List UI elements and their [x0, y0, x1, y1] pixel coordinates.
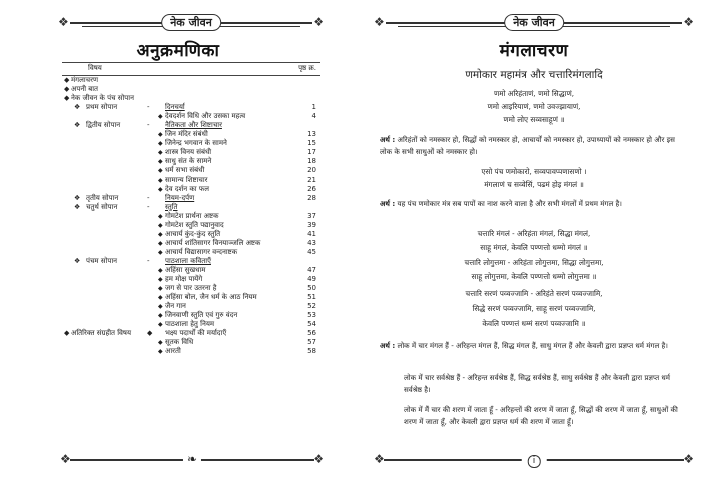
toc-section: अतिरिक्त संग्रहीत विषय: [71, 329, 132, 338]
mantra-title: णमोकार महामंत्र और चत्तारिमंगलादि: [465, 69, 603, 81]
chattari-line: सिद्धे सरणं पव्वज्जामि, साहू सरणं पव्वज्जामि,: [472, 304, 596, 313]
arth-text: अरिहंतों को नमस्कार हो, सिद्धों को नमस्कार हो, आचार्यों को नमस्कार हो, उपाध्यायों को नमस्कार हो और इस लोक के सभी साधुओं को नमस्कार हो।: [380, 135, 675, 156]
toc-page-number: 58: [307, 347, 316, 356]
toc-page-number: 20: [307, 166, 316, 175]
item-bullet-icon: ◆: [158, 230, 163, 238]
toc-page-number: 28: [307, 193, 316, 202]
toc-page-number: 52: [307, 302, 316, 311]
item-bullet-icon: ◆: [158, 294, 163, 302]
toc-item: सामान्य शिष्टाचार: [165, 175, 208, 184]
toc-item: जिनेन्द्र भगवान के सामने: [165, 139, 227, 148]
toc-row: [62, 112, 320, 121]
toc-separator: -: [147, 256, 150, 265]
toc-page-number: 1: [311, 103, 316, 112]
item-bullet-icon: ◆: [158, 303, 163, 311]
toc-item: भक्ष्य पदार्थों की मर्यादाएँ: [165, 329, 227, 338]
toc-page-number: 37: [307, 211, 316, 220]
item-bullet-icon: ◆: [158, 140, 163, 148]
item-bullet-icon: ◆: [158, 131, 163, 139]
toc-row: [62, 185, 320, 194]
arth-label: अर्थ :: [380, 341, 396, 350]
toc-row: [62, 230, 320, 239]
ornament-left-icon: ❖: [374, 15, 385, 29]
toc-item: नैतिकता और शिष्टाचार: [165, 121, 222, 130]
toc-page-number: 21: [307, 175, 316, 184]
arth-text: लोक में चार मंगल हैं - अरिहन्त मंगल हैं, सिद्ध मंगल हैं, साधु मंगल हैं और केवली द्वारा प्रज्ञप्त धर्म मंगल है।: [397, 341, 668, 350]
toc-separator: -: [147, 202, 150, 211]
toc-item: अहिंसा बोल, जैन धर्म के आठ नियम: [165, 293, 257, 302]
toc-item: आचार्य विद्यासागर वन्दनाष्टक: [165, 247, 238, 256]
toc-row: [62, 320, 320, 329]
chattari-line: चत्तारि लोगुत्तमा - अरिहंता लोगुत्तमा, सिद्धा लोगुत्तमा,: [464, 258, 604, 267]
page-number: i: [528, 455, 541, 468]
col-subject: विषय: [88, 64, 102, 72]
toc-step: द्वितीय सोपान: [86, 121, 121, 130]
item-bullet-icon: ◆: [158, 158, 163, 166]
toc-row: [62, 176, 320, 185]
toc-page-number: 47: [307, 265, 316, 274]
col-page: पृष्ठ क्र.: [298, 64, 316, 72]
toc-item: साधु संत के सामने: [165, 157, 212, 166]
toc-row: [62, 239, 320, 248]
toc-section: नेक जीवन के पंच सोपान: [71, 94, 134, 103]
header-ornament: [60, 14, 322, 30]
sub-bullet-icon: ❖: [74, 256, 81, 265]
ornament-right-icon: ❖: [683, 15, 694, 29]
toc-item: शास्त्र विनय संबंधी: [165, 148, 212, 157]
toc-row: [62, 203, 320, 212]
toc-page-number: 26: [307, 184, 316, 193]
mantra-line: णमो आइरियाणं, णमो उवज्झायाणं,: [487, 102, 581, 111]
chattari-line: चत्तारि सरणं पव्वज्जामि - अरिहंते सरणं पव्वज्जामि,: [465, 289, 603, 298]
page-number-wrap: [522, 452, 547, 468]
toc-item: जग से पार उतरना है: [165, 284, 217, 293]
ornament-left-icon: ❖: [60, 452, 71, 466]
toc-separator: -: [147, 103, 150, 112]
header-ornament: [376, 14, 692, 30]
header-badge: नेक जीवन: [504, 14, 564, 31]
item-bullet-icon: ◆: [158, 212, 163, 220]
toc-item: नियम-दर्पण: [165, 193, 195, 202]
toc-row: [62, 347, 320, 356]
toc-row: [62, 275, 320, 284]
toc-row: [62, 257, 320, 266]
item-bullet-icon: ◆: [158, 339, 163, 347]
item-bullet-icon: ◆: [158, 221, 163, 229]
toc-item: दिनचर्या: [165, 103, 185, 112]
toc-row: [62, 338, 320, 347]
toc-item: जिन मंदिर संबंधी: [165, 130, 208, 139]
toc-item: अहिंसा सुखधाम: [165, 265, 206, 274]
toc-row: [62, 266, 320, 275]
toc-row: [62, 293, 320, 302]
toc-separator: -: [147, 121, 150, 130]
bullet-icon: ◆: [64, 94, 70, 103]
toc-item: देवदर्शन विधि और उसका महत्व: [165, 112, 246, 121]
toc-step: चतुर्थ सोपान: [86, 202, 118, 211]
toc-item: आरती: [165, 347, 181, 356]
toc-page-number: 57: [307, 338, 316, 347]
toc-row: [62, 194, 320, 203]
toc-page-number: 54: [307, 320, 316, 329]
ornament-center-icon: ❧: [183, 452, 201, 466]
toc-separator: ◆: [147, 329, 153, 338]
toc-header: [62, 62, 320, 76]
item-bullet-icon: ◆: [158, 285, 163, 293]
toc-separator: -: [147, 193, 150, 202]
toc-item: देव दर्शन का फल: [165, 184, 209, 193]
ornament-right-icon: ❖: [313, 15, 324, 29]
toc-row: [62, 166, 320, 175]
toc-row: [62, 212, 320, 221]
toc-section: मंगलाचरण: [71, 76, 99, 84]
chattari-line: चत्तारि मंगलं - अरिहंता मंगलं, सिद्धा मंगलं,: [477, 229, 591, 238]
toc-step: पंचम सोपान: [86, 256, 118, 265]
toc-item: जैन गान: [165, 302, 186, 311]
toc-page-number: 45: [307, 247, 316, 256]
toc-row: [62, 311, 320, 320]
item-bullet-icon: ◆: [158, 185, 163, 193]
toc-row: [62, 103, 320, 112]
sub-bullet-icon: ❖: [74, 121, 81, 130]
toc-page-number: 41: [307, 229, 316, 238]
toc-row: [62, 248, 320, 257]
sub-bullet-icon: ❖: [74, 103, 81, 112]
toc-row: [62, 121, 320, 130]
toc-row: [62, 284, 320, 293]
toc-row: [62, 76, 320, 85]
page-title: मंगलाचरण: [499, 41, 569, 61]
toc-step: तृतीय सोपान: [86, 193, 119, 202]
arth-paragraph: [380, 198, 688, 210]
eso-line: एसो पंच णमोकारो, सव्वपावप्पणासणो ।: [481, 167, 587, 176]
header-badge: नेक जीवन: [161, 14, 221, 31]
bullet-icon: ◆: [64, 76, 70, 84]
item-bullet-icon: ◆: [158, 113, 163, 121]
ornament-right-icon: ❖: [683, 452, 694, 466]
sub-bullet-icon: ❖: [74, 193, 81, 202]
ornament-left-icon: ❖: [374, 452, 385, 466]
toc-item: गोमटेश स्तुति पद्यानुवाद: [165, 220, 224, 229]
chattari-line: साहू मंगलं, केवलि पण्णत्तो धम्मो मंगलं ॥: [480, 243, 588, 252]
item-bullet-icon: ◆: [158, 312, 163, 320]
toc-item: आचार्य कुंद-कुंद स्तुति: [165, 229, 221, 238]
toc-item: पाठशाला कविताएँ: [165, 256, 211, 265]
mangalacharan-page: [356, 0, 712, 481]
toc-item: स्तुति: [165, 202, 178, 211]
toc-page-number: 51: [307, 293, 316, 302]
toc-item: हम मोक्ष पायेंगे: [165, 275, 203, 284]
item-bullet-icon: ◆: [158, 239, 163, 247]
item-bullet-icon: ◆: [158, 348, 163, 356]
arth-paragraph-3: लोक में मैं चार की शरण में जाता हूँ - अरिहन्तों की शरण में जाता हूँ, सिद्धों की शरण में जाता हूँ, साधुओं की शरण में जाता हूँ, और केवली द्वारा प्रज्ञप्त धर्म की शरण में जाता हूँ।: [404, 405, 678, 426]
toc-page-number: 56: [307, 329, 316, 338]
chattari-line: साहू लोगुत्तमा, केवलि पण्णत्तो धम्मो लोगुत्तमा ॥: [471, 272, 597, 281]
bullet-icon: ◆: [64, 329, 70, 338]
page-title: अनुक्रमणिका: [136, 41, 220, 61]
footer-ornament: [376, 451, 692, 467]
arth-paragraph: [380, 134, 688, 157]
toc-page-number: 50: [307, 284, 316, 293]
toc-page-number: 17: [307, 148, 316, 157]
arth-paragraph: [380, 340, 688, 352]
bullet-icon: ◆: [64, 85, 70, 94]
toc-list: [62, 76, 320, 356]
toc-item: गोमटेश प्रार्थना अष्टक: [165, 211, 219, 220]
item-bullet-icon: ◆: [158, 276, 163, 284]
toc-row: [62, 221, 320, 230]
item-bullet-icon: ◆: [158, 266, 163, 274]
toc-row: [62, 302, 320, 311]
arth-paragraph-2: लोक में चार सर्वश्रेष्ठ हैं - अरिहन्त सर्वश्रेष्ठ हैं, सिद्ध सर्वश्रेष्ठ हैं, साधु सर्वश्रेष्ठ हैं और केवली द्वारा प्रज्ञप्त धर्म सर्वश्रेष्ठ है।: [404, 373, 671, 394]
toc-page-number: 43: [307, 238, 316, 247]
item-bullet-icon: ◆: [158, 321, 163, 329]
mantra-line: णमो अरिहंताणं, णमो सिद्धाणं,: [493, 89, 575, 98]
toc-item: सूतक विधि: [165, 338, 194, 347]
toc-page-number: 15: [307, 139, 316, 148]
toc-row: [62, 130, 320, 139]
toc-item: जिनवाणी स्तुति एवं गुरु वंदन: [165, 311, 238, 320]
toc-page-number: 53: [307, 311, 316, 320]
ornament-right-icon: ❖: [313, 452, 324, 466]
ornament-left-icon: ❖: [58, 15, 69, 29]
toc-step: प्रथम सोपान: [86, 103, 118, 112]
item-bullet-icon: ◆: [158, 176, 163, 184]
item-bullet-icon: ◆: [158, 248, 163, 256]
toc-page-number: 49: [307, 275, 316, 284]
item-bullet-icon: ◆: [158, 167, 163, 175]
chattari-line: केवलि पण्णत्तं धम्मं सरणं पव्वज्जामि ॥: [482, 319, 586, 328]
mantra-line: णमो लोए सव्वसाहूणं ॥: [503, 115, 565, 124]
item-bullet-icon: ◆: [158, 149, 163, 157]
toc-row: [62, 94, 320, 103]
eso-line: मंगलाणं च सव्वेसिं, पढमं होइ मंगलं ॥: [484, 180, 584, 189]
toc-item: धर्म सभा संबंधी: [165, 166, 205, 175]
toc-row: [62, 329, 320, 338]
toc-page-number: 39: [307, 220, 316, 229]
footer-ornament: [62, 451, 322, 467]
arth-text: यह पंच णमोकार मंत्र सब पापों का नाश करने वाला है और सभी मंगलों में प्रथम मंगल है।: [397, 199, 622, 208]
arth-label: अर्थ :: [380, 135, 396, 144]
sub-bullet-icon: ❖: [74, 202, 81, 211]
toc-page-number: 18: [307, 157, 316, 166]
toc-page-number: 4: [311, 112, 316, 121]
toc-page-number: 13: [307, 130, 316, 139]
toc-item: पाठशाला हेतु नियम: [165, 320, 215, 329]
arth-label: अर्थ :: [380, 199, 396, 208]
toc-section: अपनी बात: [71, 85, 99, 94]
toc-row: [62, 85, 320, 94]
toc-item: आचार्य शांतिसागर विनयाञ्जलि अष्टक: [165, 238, 261, 247]
